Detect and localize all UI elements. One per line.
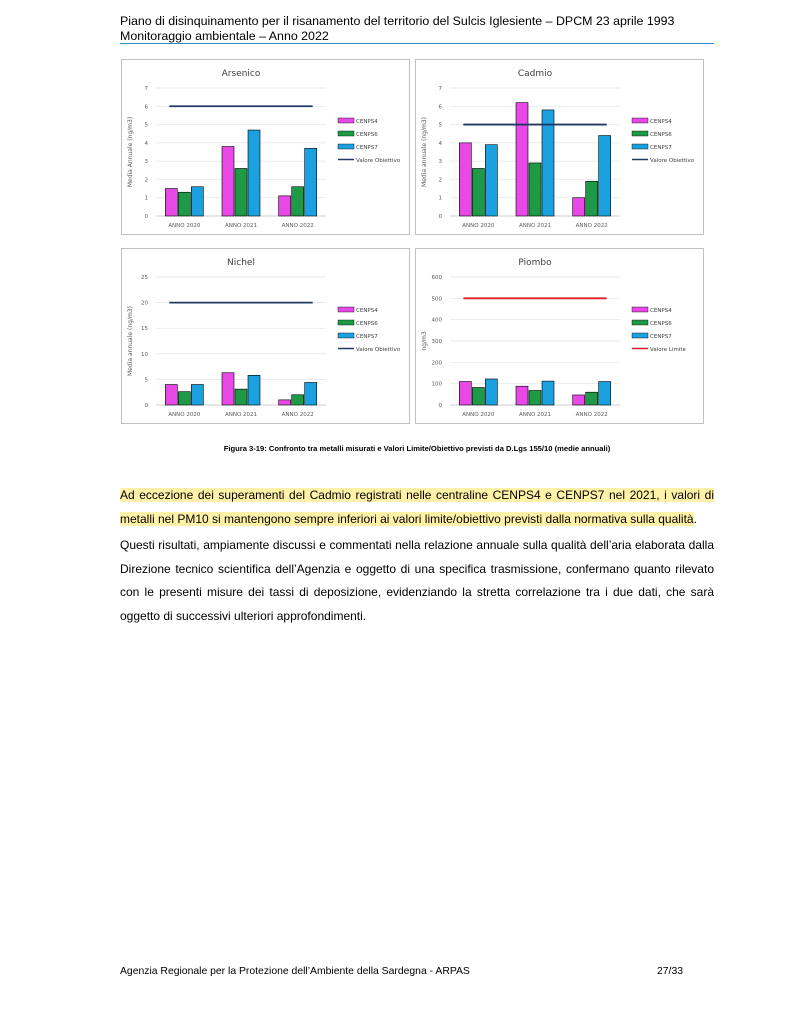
- x-tick-label: ANNO 2022: [575, 412, 608, 418]
- header-rule: [120, 43, 714, 44]
- bar-cenps4: [516, 103, 528, 216]
- legend-label-reference: Valore Obiettivo: [650, 158, 695, 164]
- legend-swatch-cenps6: [338, 131, 354, 136]
- y-tick-label: 0: [144, 403, 148, 409]
- bar-cenps7: [542, 110, 554, 216]
- y-tick-label: 0: [144, 214, 148, 220]
- y-tick-label: 4: [438, 140, 442, 147]
- footer-agency: Agenzia Regionale per la Protezione dell’Ambiente della Sardegna - ARPAS: [120, 966, 470, 977]
- legend-swatch-cenps7: [338, 144, 354, 149]
- x-tick-label: ANNO 2022: [281, 412, 314, 418]
- bar-cenps7: [485, 145, 497, 216]
- bar-cenps7: [191, 187, 203, 216]
- legend-swatch-cenps4: [338, 307, 354, 312]
- legend-swatch-cenps6: [632, 320, 648, 325]
- x-tick-label: ANNO 2020: [168, 412, 201, 418]
- y-tick-label: 0: [438, 214, 442, 220]
- y-tick-label: 100: [431, 381, 442, 388]
- page-header: [120, 14, 714, 43]
- legend-label-cenps7: CENPS7: [650, 145, 672, 151]
- bar-cenps7: [485, 379, 497, 405]
- y-tick-label: 3: [144, 159, 148, 166]
- highlighted-text: Ad eccezione dei superamenti del Cadmio registrati nelle centraline CENPS4 e CENPS7 nel 2021, i valori di metalli nel PM10 si mantengono sempre inferiori ai valori limite/obiettivo previsti dalla normativa sulla qualità: [120, 488, 714, 526]
- bar-cenps6: [529, 163, 541, 216]
- chart-arsenico-svg: [122, 60, 409, 234]
- x-tick-label: ANNO 2020: [462, 223, 495, 229]
- y-axis-label: ng/m3: [421, 331, 428, 351]
- x-tick-label: ANNO 2021: [224, 223, 258, 229]
- bar-cenps7: [305, 382, 317, 405]
- x-tick-label: ANNO 2020: [168, 223, 201, 229]
- legend-label-cenps7: CENPS7: [356, 334, 378, 340]
- y-axis-label: Media annuale (ng/m3): [127, 306, 134, 376]
- y-tick-label: 300: [431, 339, 442, 345]
- bar-cenps4: [165, 189, 177, 216]
- paragraph-end: .: [693, 511, 697, 526]
- legend-label-reference: Valore Obiettivo: [356, 347, 401, 353]
- y-tick-label: 5: [144, 377, 148, 384]
- legend-label-cenps7: CENPS7: [356, 145, 378, 151]
- y-tick-label: 2: [438, 177, 442, 184]
- y-tick-label: 25: [141, 275, 148, 281]
- legend-label-cenps7: CENPS7: [650, 334, 672, 340]
- y-tick-label: 6: [144, 104, 148, 111]
- bar-cenps6: [235, 168, 247, 216]
- y-tick-label: 1: [438, 195, 442, 202]
- legend-label-cenps6: CENPS6: [356, 132, 378, 138]
- bar-cenps7: [599, 382, 611, 405]
- legend-label-reference: Valore Obiettivo: [356, 158, 401, 164]
- bar-cenps7: [599, 136, 611, 216]
- bar-cenps4: [573, 198, 585, 216]
- x-tick-label: ANNO 2021: [518, 223, 552, 229]
- header-title: Piano di disinquinamento per il risanamento del territorio del Sulcis Iglesiente – DPCM 23 aprile 1993: [120, 14, 675, 28]
- bar-cenps7: [191, 385, 203, 405]
- bar-cenps4: [279, 196, 291, 216]
- bar-cenps4: [516, 386, 528, 405]
- header-subtitle: Monitoraggio ambientale – Anno 2022: [120, 28, 329, 43]
- bar-cenps4: [573, 395, 585, 405]
- bar-cenps7: [305, 148, 317, 216]
- bar-cenps6: [178, 192, 190, 216]
- legend-label-cenps4: CENPS4: [650, 308, 672, 314]
- y-tick-label: 7: [438, 86, 442, 92]
- bar-cenps6: [178, 392, 190, 405]
- chart-title: Piombo: [518, 258, 552, 268]
- bar-cenps6: [292, 395, 304, 405]
- legend-swatch-cenps7: [632, 144, 648, 149]
- x-tick-label: ANNO 2022: [575, 223, 608, 229]
- legend-label-reference: Valore Limite: [650, 347, 686, 353]
- legend-swatch-cenps6: [338, 320, 354, 325]
- legend-label-cenps6: CENPS6: [356, 321, 378, 327]
- chart-title: Arsenico: [221, 69, 261, 79]
- y-tick-label: 15: [141, 326, 148, 333]
- x-tick-label: ANNO 2020: [462, 412, 495, 418]
- y-tick-label: 20: [141, 300, 148, 307]
- figure-caption: Figura 3-19: Confronto tra metalli misurati e Valori Limite/Obiettivo previsti da D.Lgs 155/10 (medie annuali): [223, 444, 611, 453]
- bar-cenps7: [248, 130, 260, 216]
- paragraph-body: Questi risultati, ampiamente discussi e commentati nella relazione annuale sulla qualità dell’aria elaborata dalla Direzione tecnico scientifica dell’Agenzia e oggetto di una specifica trasmissione, confermano quanto rilevato con le presenti misure dei tassi di deposizione, evidenziando la stretta correlazione tra i due dati, che sarà oggetto di successivi ulteriori approfondimenti.: [120, 538, 714, 623]
- legend-label-cenps6: CENPS6: [650, 132, 672, 138]
- x-tick-label: ANNO 2021: [224, 412, 258, 418]
- y-tick-label: 4: [144, 140, 148, 147]
- y-tick-label: 400: [431, 317, 442, 324]
- bar-cenps6: [586, 392, 598, 405]
- y-axis-label: Media annuale (ng/m3): [421, 117, 428, 187]
- x-tick-label: ANNO 2021: [518, 412, 552, 418]
- bar-cenps4: [222, 147, 234, 216]
- bar-cenps4: [165, 385, 177, 405]
- bar-cenps7: [248, 375, 260, 405]
- chart-nichel: [121, 248, 410, 424]
- chart-title: Cadmio: [517, 69, 553, 79]
- legend-label-cenps4: CENPS4: [356, 119, 378, 125]
- legend-swatch-cenps7: [632, 333, 648, 338]
- legend-label-cenps4: CENPS4: [356, 308, 378, 314]
- bar-cenps6: [472, 388, 484, 405]
- bar-cenps4: [279, 400, 291, 405]
- y-tick-label: 200: [431, 360, 442, 367]
- chart-arsenico: [121, 59, 410, 235]
- footer-page-number: 27/33: [657, 966, 684, 977]
- bar-cenps6: [472, 168, 484, 216]
- legend-swatch-cenps4: [632, 307, 648, 312]
- bar-cenps6: [235, 389, 247, 405]
- x-tick-label: ANNO 2022: [281, 223, 314, 229]
- bar-cenps4: [459, 143, 471, 216]
- chart-cadmio: [415, 59, 704, 235]
- y-axis-label: Media Annuale (ng/m3): [127, 116, 134, 188]
- y-tick-label: 600: [431, 275, 442, 281]
- y-tick-label: 2: [144, 177, 148, 184]
- legend-label-cenps4: CENPS4: [650, 119, 672, 125]
- y-tick-label: 6: [438, 104, 442, 111]
- paragraph-highlighted: [120, 484, 714, 531]
- y-tick-label: 5: [144, 122, 148, 129]
- chart-piombo: [415, 248, 704, 424]
- y-tick-label: 3: [438, 159, 442, 166]
- y-tick-label: 1: [144, 195, 148, 202]
- legend-swatch-cenps4: [632, 118, 648, 123]
- bar-cenps6: [586, 181, 598, 216]
- y-tick-label: 10: [141, 351, 148, 358]
- bar-cenps6: [529, 390, 541, 405]
- y-tick-label: 5: [438, 122, 442, 129]
- bar-cenps4: [222, 373, 234, 405]
- chart-title: Nichel: [227, 258, 255, 268]
- bar-cenps4: [459, 382, 471, 405]
- bar-cenps7: [542, 381, 554, 405]
- chart-cadmio-svg: [416, 60, 703, 234]
- y-tick-label: 500: [431, 296, 442, 303]
- legend-swatch-cenps4: [338, 118, 354, 123]
- legend-swatch-cenps6: [632, 131, 648, 136]
- bar-cenps6: [292, 187, 304, 216]
- chart-piombo-svg: [416, 249, 703, 423]
- y-tick-label: 7: [144, 86, 148, 92]
- legend-swatch-cenps7: [338, 333, 354, 338]
- legend-label-cenps6: CENPS6: [650, 321, 672, 327]
- y-tick-label: 0: [438, 403, 442, 409]
- chart-nichel-svg: [122, 249, 409, 423]
